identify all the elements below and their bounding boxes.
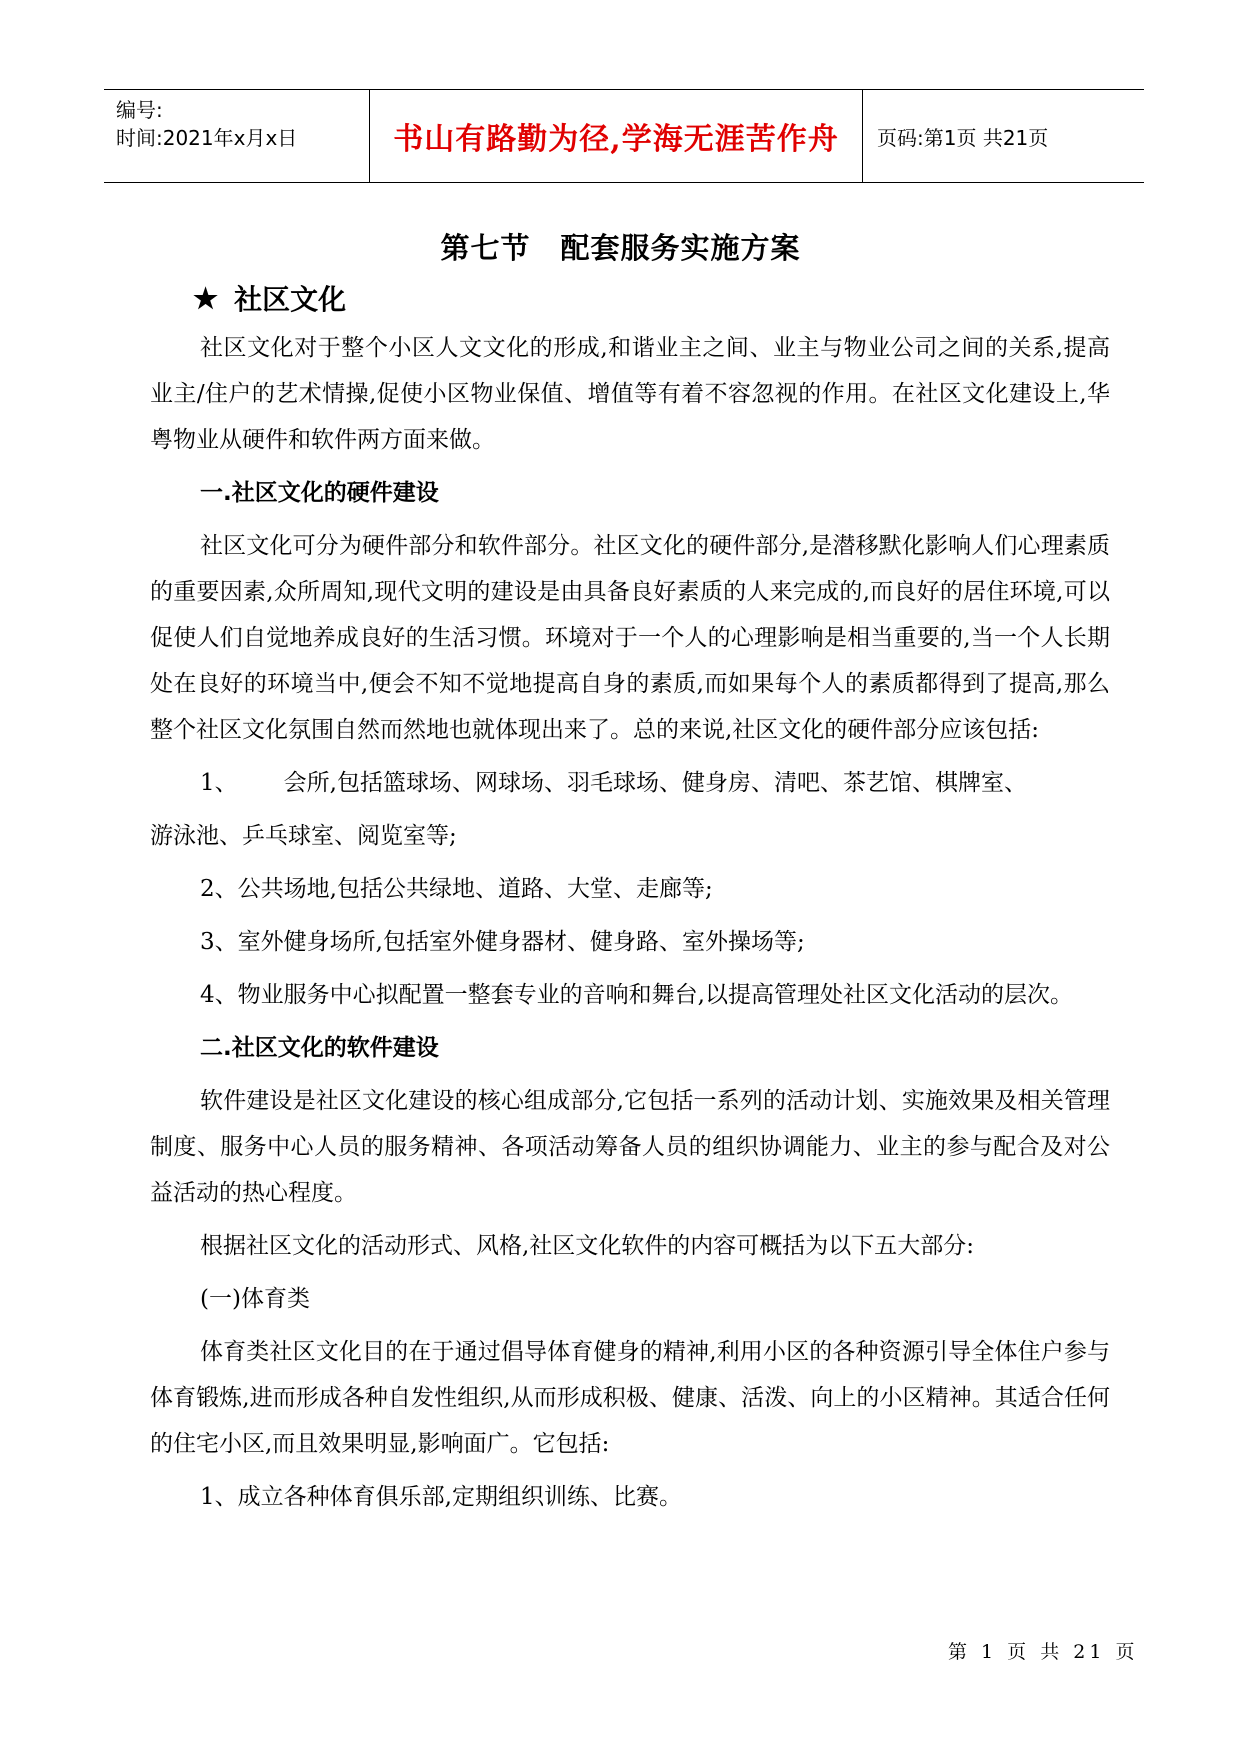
title-text: 配套服务实施方案: [560, 231, 801, 265]
subheading-software: 二.社区文化的软件建设: [200, 1035, 439, 1061]
list-item: [150, 760, 1110, 806]
subheading-hardware: 一.社区文化的硬件建设: [200, 480, 439, 506]
document-body: [150, 325, 1110, 1527]
list-item: 2、公共场地,包括公共绿地、道路、大堂、走廊等;: [200, 876, 713, 902]
software-paragraph: 软件建设是社区文化建设的核心组成部分,它包括一系列的活动计划、实施效果及相关管理制度、服务中心人员的服务精神、各项活动筹备人员的组织协调能力、业主的参与配合及对公益活动的热心程度。: [150, 1088, 1110, 1206]
time-label: 时间:2021年x月x日: [116, 126, 298, 150]
header-meta: [104, 90, 370, 182]
number-label: 编号:: [116, 98, 163, 122]
list-item: 3、室外健身场所,包括室外健身器材、健身路、室外操场等;: [200, 929, 805, 955]
page-footer: 第 1 页 共 21 页: [948, 1641, 1139, 1663]
intro-paragraph: 社区文化对于整个小区人文文化的形成,和谐业主之间、业主与物业公司之间的关系,提高业主/住户的艺术情操,促使小区物业保值、增值等有着不容忽视的作用。在社区文化建设上,华粤物业从硬件和软件两方面来做。: [150, 335, 1110, 453]
list-item: 4、物业服务中心拟配置一整套专业的音响和舞台,以提高管理处社区文化活动的层次。: [200, 982, 1073, 1008]
title-section-number: 第七节: [440, 231, 531, 265]
page-header: [104, 89, 1144, 183]
software-paragraph-2: 根据社区文化的活动形式、风格,社区文化软件的内容可概括为以下五大部分:: [200, 1233, 975, 1259]
header-page-label: 页码:第1页 共21页: [877, 125, 1049, 150]
list-item: 1、成立各种体育俱乐部,定期组织训练、比赛。: [200, 1484, 682, 1510]
subheading-sports: (一)体育类: [200, 1286, 310, 1312]
list-item-continuation: 游泳池、乒乓球室、阅览室等;: [150, 823, 457, 849]
list-number: 1、: [200, 770, 238, 796]
section-title: 社区文化: [234, 283, 347, 316]
sports-paragraph: 体育类社区文化目的在于通过倡导体育健身的精神,利用小区的各种资源引导全体住户参与体育锻炼,进而形成各种自发性组织,从而形成积极、健康、活泼、向上的小区精神。其适合任何的住宅小区,而且效果明显,影响面广。它包括:: [150, 1339, 1110, 1457]
header-motto: 书山有路勤为径,学海无涯苦作舟: [370, 90, 863, 182]
list-text: 会所,包括篮球场、网球场、羽毛球场、健身房、清吧、茶艺馆、棋牌室、: [283, 770, 1027, 796]
section-heading: [193, 278, 346, 318]
hardware-paragraph: 社区文化可分为硬件部分和软件部分。社区文化的硬件部分,是潜移默化影响人们心理素质的重要因素,众所周知,现代文明的建设是由具备良好素质的人来完成的,而良好的居住环境,可以促使人们自觉地养成良好的生活习惯。环境对于一个人的心理影响是相当重要的,当一个人长期处在良好的环境当中,便会不知不觉地提高自身的素质,而如果每个人的素质都得到了提高,那么整个社区文化氛围自然而然地也就体现出来了。总的来说,社区文化的硬件部分应该包括:: [150, 533, 1110, 743]
star-icon: ★: [193, 281, 219, 315]
page-title: [0, 226, 1241, 267]
